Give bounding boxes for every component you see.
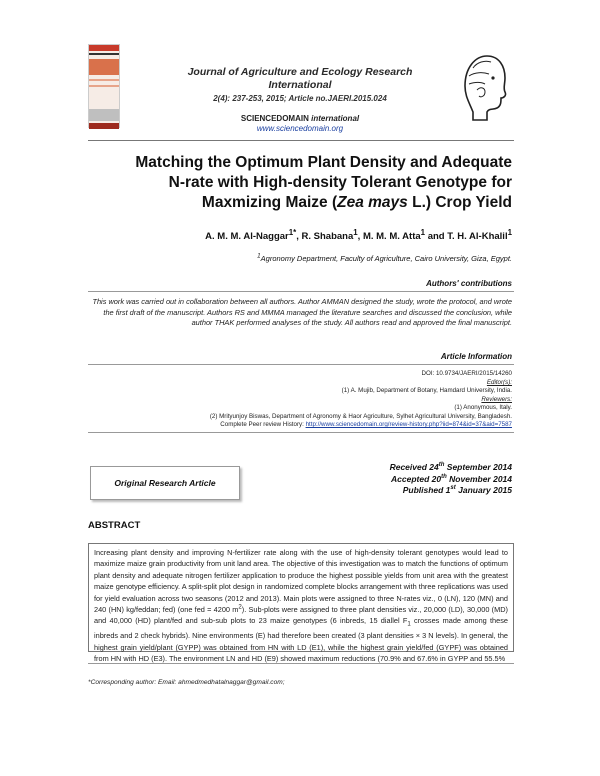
publisher-name: SCIENCEDOMAIN international xyxy=(240,114,360,123)
author-list: A. M. M. Al-Naggar$^{1*}$, R. Shabana$^1$, M. M. M. Atta$^1$ and T. H. Al-Khalil$^1$ xyxy=(205,227,512,242)
article-title: Matching the Optimum Plant Density and Adequate N-rate with High-density Tolerant Genotype for Maxmizing Maize (Zea mays L.) Crop Yield xyxy=(135,154,512,211)
corresponding-author-footnote: *Corresponding author: Email: ahmedmedhatalnaggar@gmail.com; xyxy=(88,679,285,686)
author-name: A. M. M. Al-Naggar xyxy=(205,231,289,242)
journal-title-line2: International xyxy=(268,79,332,91)
corresponding-email[interactable]: ahmedmedhatalnaggar@gmail.com xyxy=(178,679,283,686)
reviewer-entry: (2) Mrityunjoy Biswas, Department of Agronomy & Haor Agriculture, Sylhet Agricultural University, Bangladesh. xyxy=(209,413,512,420)
reviewer-entry: (1) Anonymous, Italy. xyxy=(454,404,512,411)
peer-review-history: Complete Peer review History: http://www.sciencedomain.org/review-history.php?iid=874&id=37&aid=7587 xyxy=(220,421,512,428)
header-divider xyxy=(88,140,514,141)
contributions-heading: Authors' contributions xyxy=(426,279,512,288)
article-doi: DOI: 10.9734/JAERI/2015/14260 xyxy=(421,370,512,377)
journal-issue-info: 2(4): 237-253, 2015; Article no.JAERI.2015.024 xyxy=(213,94,387,103)
editors-label: Editor(s): xyxy=(486,379,512,386)
author-name: R. Shabana xyxy=(301,231,354,242)
published-date: Published 1st January 2015 xyxy=(402,485,512,495)
journal-title: Journal of Agriculture and Ecology Research xyxy=(187,66,413,78)
contributions-text: This work was carried out in collaboration between all authors. Author AMMAN designed the study, wrote the protocol, and wrote the first draft of the manuscript. Authors RS and MMMA managed the literature searches and discussed the conclusion, while author THAK performed analyses of the study. All authors read and approved the final manuscript. xyxy=(92,297,512,327)
accepted-date: Accepted 20th November 2014 xyxy=(391,473,512,484)
abstract-text: Increasing plant density and improving N-fertilizer rate along with the use of high-density tolerant genotypes would lead to maximize maize grain productivity from unit land area. The objective of this investigation was to match the functions of optimum plant density and adequate nitrogen fertilizer application to produce the highest possible yields from unit area with the greatest maize genotype efficiency. A split-split plot design in randomized complete blocks arrangement with three replications was used for yield evaluation across two seasons (2012 and 2013). Main plots were assigned to three N-rates viz., 0 (LN), 120 (MN) and 240 (HN) kg/feddan; fed) (one fed = 4200 $m^2$). Sub-plots were assigned to three plant densities viz., 20,000 (LD), 30,000 (MD) and 40,000 (HD) plant/fed and sub-sub plots to 23 maize genotypes (6 inbreds, 15 diallel $F_1$ crosses made among these inbreds and 2 check hybrids). Nine environments (E) had therefore been created (3 plant densities × 3 N levels). In general, the highest grain yield/plant (GYPP) was obtained from HN with LD (E1), while the highest grain yield/fed (GYPF) was obtained from HN with HD (E3). The environment LN and HD (E9) showed maximum reductions (70.9% and 67.6% in GYPP and 55.5% xyxy=(88,543,514,652)
article-info-divider xyxy=(88,364,514,365)
received-date: Received 24th September 2014 xyxy=(389,462,512,472)
contributions-divider xyxy=(88,291,514,292)
author-name: M. M. M. Atta xyxy=(362,231,421,242)
publisher-website-link[interactable]: www.sciencedomain.org xyxy=(256,124,344,133)
article-type-box: Original Research Article xyxy=(90,466,240,500)
article-info-heading: Article Information xyxy=(440,352,512,361)
abstract-heading: ABSTRACT xyxy=(88,520,141,531)
sciencedomain-logo xyxy=(455,42,509,124)
article-info-bottom-divider xyxy=(88,432,514,433)
reviewers-label: Reviewers: xyxy=(481,396,512,403)
footnote-divider xyxy=(88,663,514,664)
publication-dates xyxy=(390,462,512,497)
peer-review-history-link[interactable]: http://www.sciencedomain.org/review-history.php?iid=874&id=37&aid=7587 xyxy=(305,421,512,428)
author-affiliation: $^1$Agronomy Department, Faculty of Agriculture, Cairo University, Giza, Egypt. xyxy=(257,252,512,263)
editor-entry: (1) A. Mujib, Department of Botany, Hamdard University, India. xyxy=(341,387,512,394)
author-name: T. H. Al-Khalil xyxy=(447,231,508,242)
